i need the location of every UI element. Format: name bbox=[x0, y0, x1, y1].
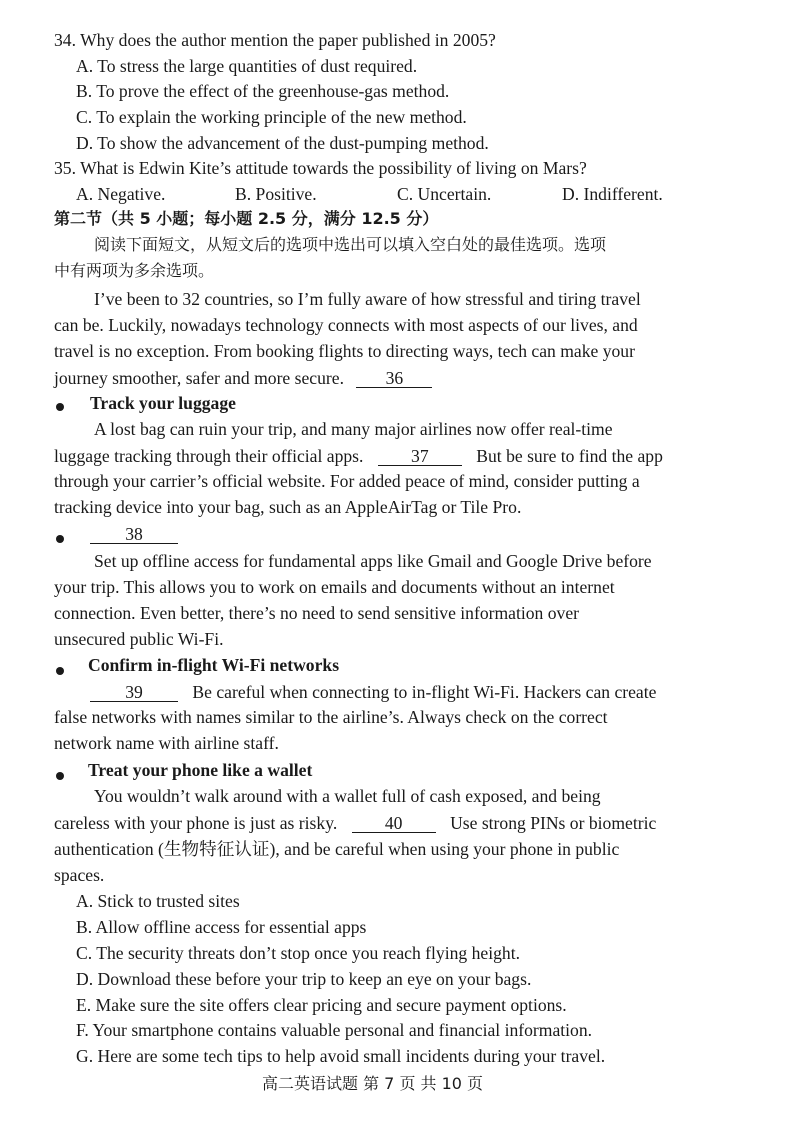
choice-d: D. Download these before your trip to keep an eye on your bags. bbox=[76, 969, 532, 989]
choice-e: E. Make sure the site offers clear pricing and secure payment options. bbox=[76, 995, 567, 1015]
para1-line-1: A lost bag can ruin your trip, and many major airlines now offer real-time bbox=[94, 419, 613, 439]
q34-option-a: A. To stress the large quantities of dust required. bbox=[76, 56, 418, 76]
para4-line-2 bbox=[54, 814, 656, 833]
para1-line-3: through your carrier’s official website. For added peace of mind, consider putting a bbox=[54, 471, 640, 491]
heading-confirm-wifi: Confirm in-flight Wi-Fi networks bbox=[88, 655, 340, 675]
q34-option-d: D. To show the advancement of the dust-pumping method. bbox=[76, 133, 489, 153]
intro-line-2: can be. Luckily, nowadays technology connects with most aspects of our lives, and bbox=[54, 315, 638, 335]
q35-option-d: D. Indifferent. bbox=[562, 184, 663, 204]
q35-option-a: A. Negative. bbox=[76, 184, 166, 204]
para3-line-2: false networks with names similar to the airline’s. Always check on the correct bbox=[54, 707, 608, 727]
intro-line-4 bbox=[54, 369, 432, 388]
instructions-line-1: 阅读下面短文，从短文后的选项中选出可以填入空白处的最佳选项。选项 bbox=[94, 235, 607, 254]
heading-treat-phone: Treat your phone like a wallet bbox=[88, 760, 313, 780]
para4-line-2-text: careless with your phone is just as risky. bbox=[54, 813, 338, 833]
section-heading: 第二节（共 5 小题；每小题 2.5 分，满分 12.5 分） bbox=[54, 209, 439, 228]
page-footer: 高二英语试题 第 7 页 共 10 页 bbox=[262, 1074, 484, 1093]
question-34: 34. Why does the author mention the paper published in 2005? bbox=[54, 30, 496, 50]
para2-line-3: connection. Even better, there’s no need to send sensitive information over bbox=[54, 603, 579, 623]
choice-b: B. Allow offline access for essential apps bbox=[76, 917, 367, 937]
para4-line-2-tail: Use strong PINs or biometric bbox=[450, 813, 657, 833]
blank-39[interactable]: 39 bbox=[90, 683, 178, 702]
blank-40[interactable]: 40 bbox=[352, 814, 436, 833]
para2-line-2: your trip. This allows you to work on emails and documents without an internet bbox=[54, 577, 615, 597]
bullet-icon bbox=[56, 772, 64, 780]
heading-2-row bbox=[56, 529, 64, 547]
intro-line-1: I’ve been to 32 countries, so I’m fully aware of how stressful and tiring travel bbox=[94, 289, 641, 309]
para4-line-1: You wouldn’t walk around with a wallet full of cash exposed, and being bbox=[94, 786, 601, 806]
para4-line-4: spaces. bbox=[54, 865, 105, 885]
para1-line-4: tracking device into your bag, such as an AppleAirTag or Tile Pro. bbox=[54, 497, 522, 517]
q34-option-b: B. To prove the effect of the greenhouse-gas method. bbox=[76, 81, 450, 101]
q35-option-c: C. Uncertain. bbox=[397, 184, 492, 204]
choice-g: G. Here are some tech tips to help avoid small incidents during your travel. bbox=[76, 1046, 606, 1066]
para1-line-2-text: luggage tracking through their official apps. bbox=[54, 446, 364, 466]
heading-2-blank-wrap bbox=[90, 525, 178, 544]
heading-3-row bbox=[56, 661, 64, 679]
para4-line-3: authentication (生物特征认证), and be careful when using your phone in public bbox=[54, 839, 620, 859]
intro-line-3: travel is no exception. From booking flights to directing ways, tech can make your bbox=[54, 341, 635, 361]
heading-track-luggage: Track your luggage bbox=[90, 393, 236, 413]
heading-4-row bbox=[56, 766, 64, 784]
intro-line-4-text: journey smoother, safer and more secure. bbox=[54, 368, 344, 388]
para3-line-3: network name with airline staff. bbox=[54, 733, 279, 753]
q34-option-c: C. To explain the working principle of the new method. bbox=[76, 107, 467, 127]
para2-line-1: Set up offline access for fundamental apps like Gmail and Google Drive before bbox=[94, 551, 652, 571]
choice-c: C. The security threats don’t stop once you reach flying height. bbox=[76, 943, 520, 963]
instructions-line-2: 中有两项为多余选项。 bbox=[54, 261, 215, 280]
para2-line-4: unsecured public Wi-Fi. bbox=[54, 629, 224, 649]
para1-line-2 bbox=[54, 447, 663, 466]
blank-37[interactable]: 37 bbox=[378, 447, 462, 466]
bullet-icon bbox=[56, 403, 64, 411]
blank-36[interactable]: 36 bbox=[356, 369, 432, 388]
choice-f: F. Your smartphone contains valuable personal and financial information. bbox=[76, 1020, 593, 1040]
bullet-icon bbox=[56, 535, 64, 543]
bullet-icon bbox=[56, 667, 64, 675]
heading-1-row bbox=[56, 397, 64, 415]
para1-line-2-tail: But be sure to find the app bbox=[476, 446, 663, 466]
choice-a: A. Stick to trusted sites bbox=[76, 891, 240, 911]
q35-option-b: B. Positive. bbox=[235, 184, 317, 204]
para3-line-1 bbox=[90, 683, 656, 702]
para3-line-1-text: Be careful when connecting to in-flight Wi-Fi. Hackers can create bbox=[192, 682, 657, 702]
blank-38[interactable]: 38 bbox=[90, 525, 178, 544]
question-35: 35. What is Edwin Kite’s attitude towards the possibility of living on Mars? bbox=[54, 158, 587, 178]
